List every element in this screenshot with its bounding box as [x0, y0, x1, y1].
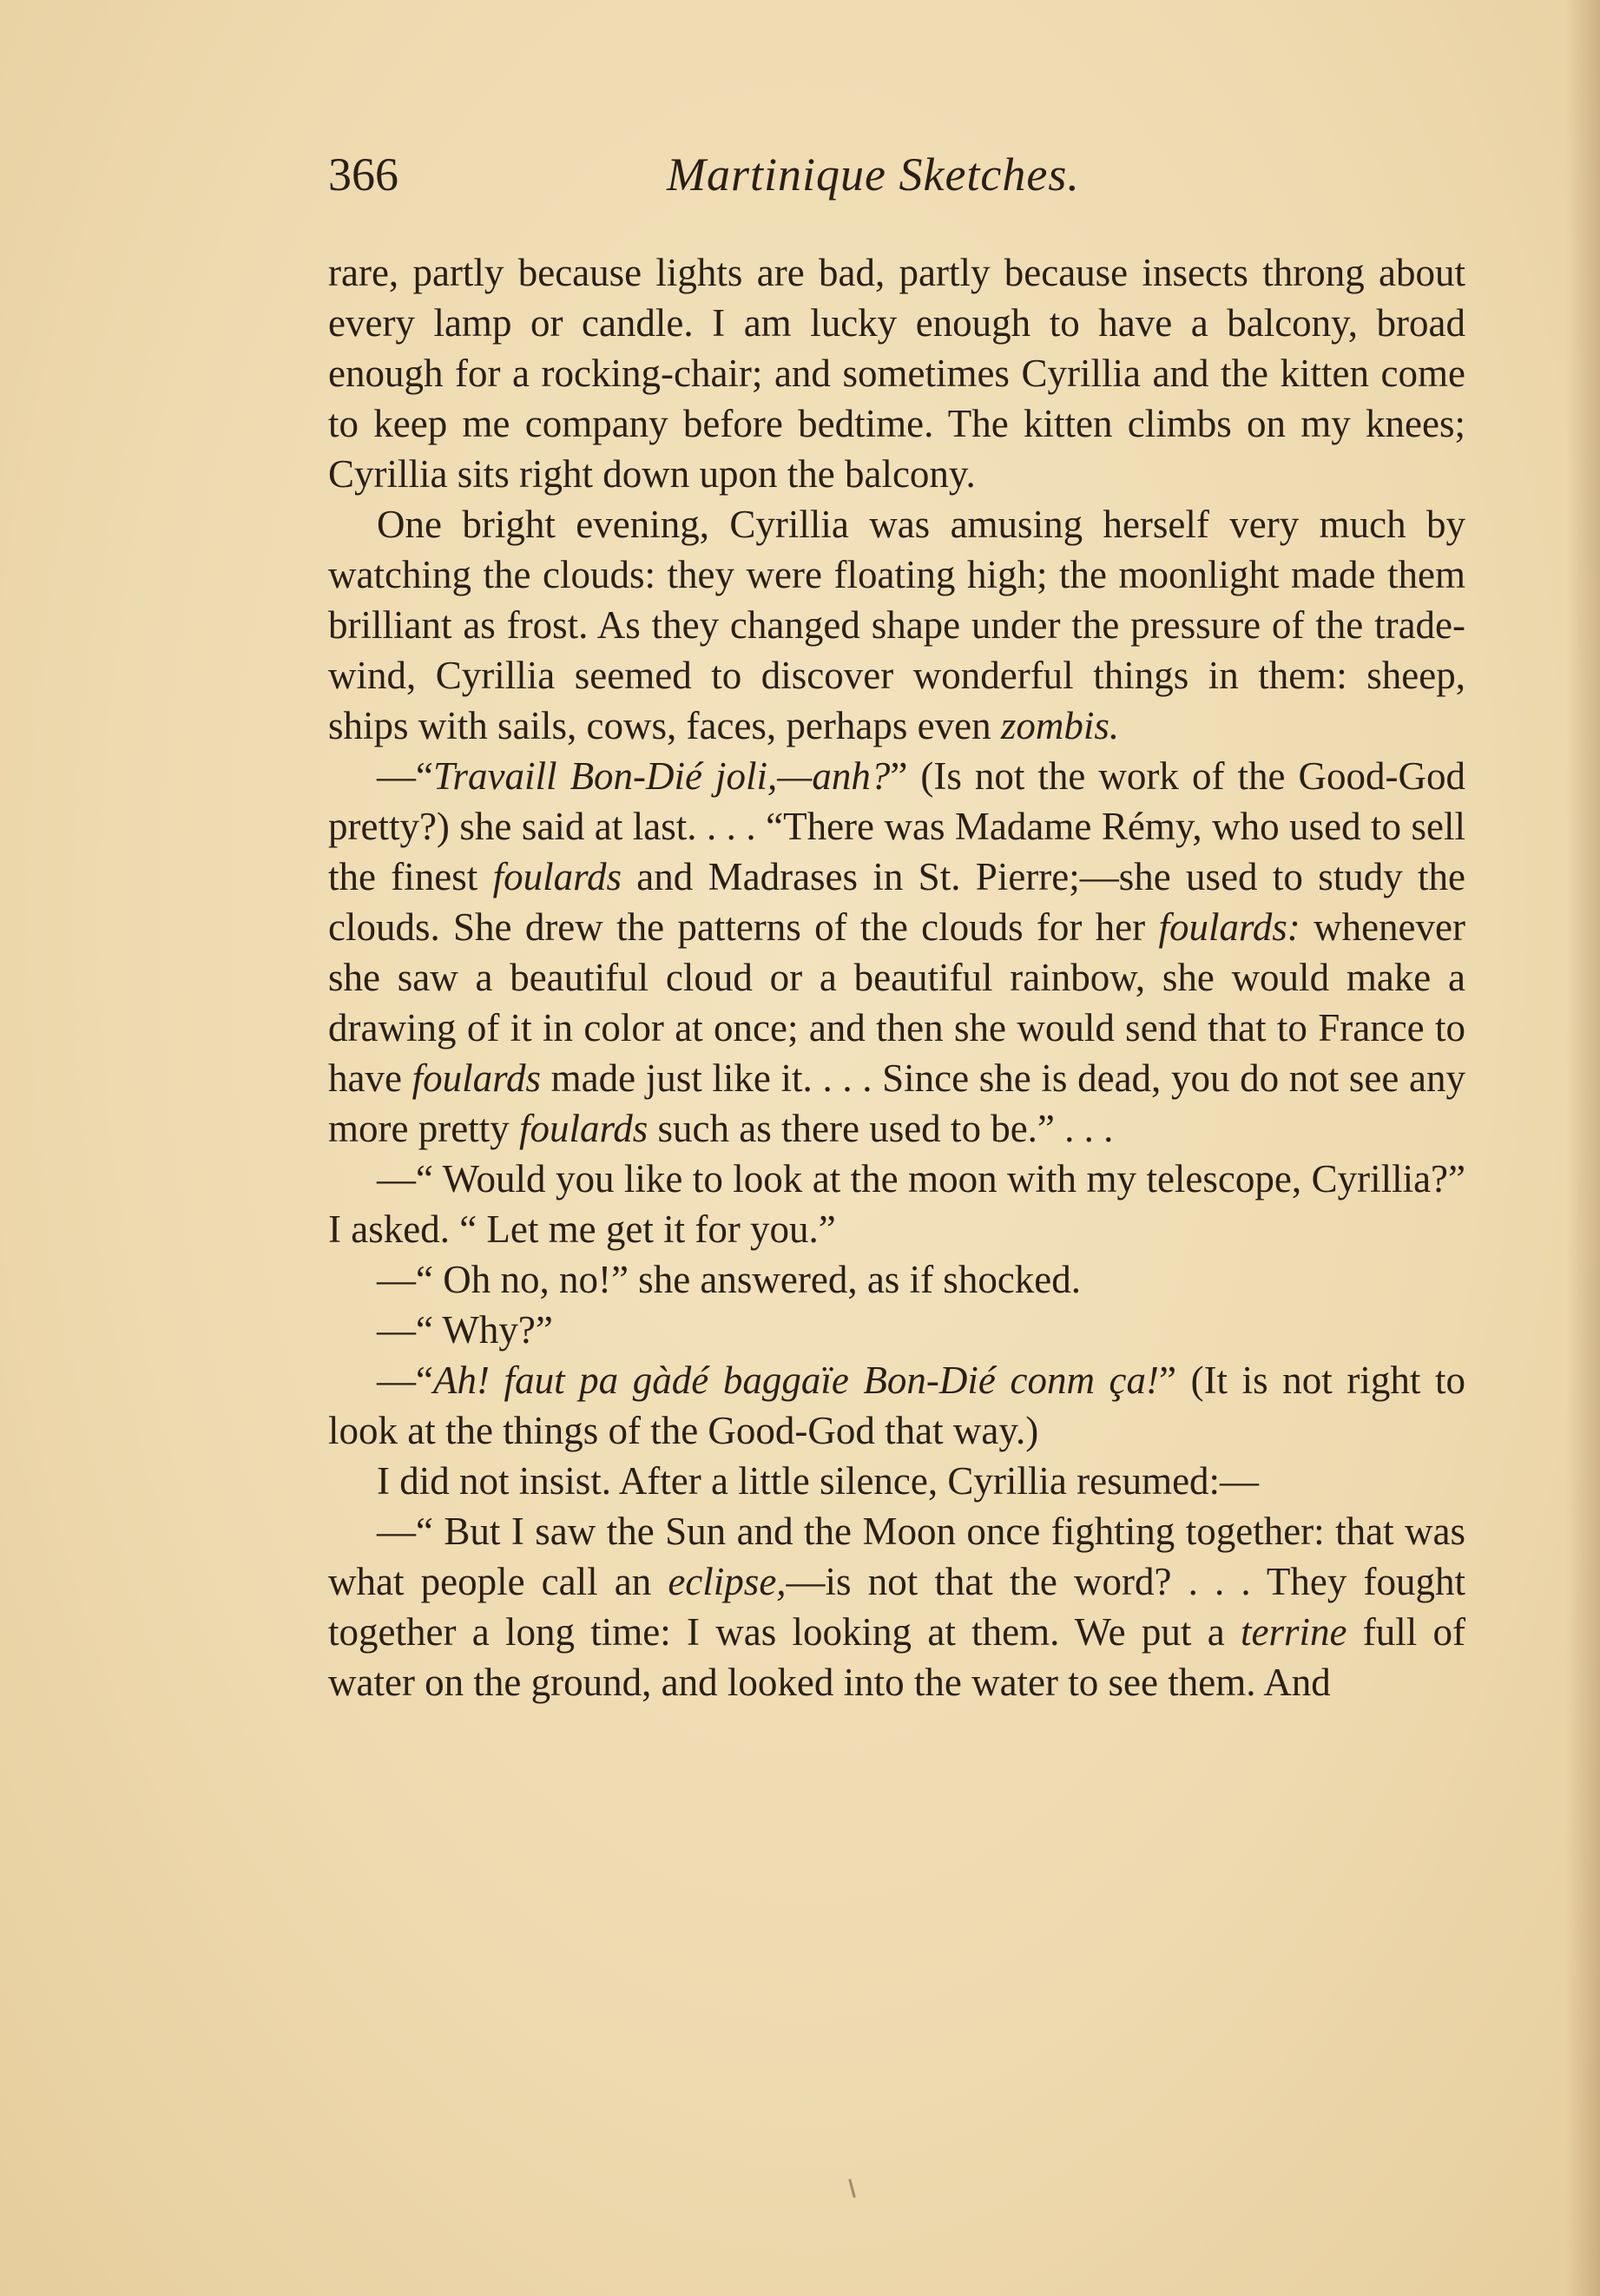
- italic-text: Travaill Bon-Dié joli,—anh?: [432, 754, 891, 798]
- italic-text: foulards: [492, 855, 622, 898]
- paragraph: [328, 1355, 1465, 1456]
- italic-text: zombis.: [1000, 704, 1120, 747]
- page-gutter-shadow: [1565, 0, 1600, 2296]
- running-title: Martinique Sketches.: [667, 148, 1080, 201]
- paragraph: [328, 1456, 1465, 1506]
- text-run: such as there used to be.” . . .: [648, 1107, 1114, 1150]
- italic-text: terrine: [1240, 1610, 1347, 1654]
- paragraph: [328, 1506, 1465, 1707]
- text-run: ” (It is not right to look at the things of the Good-God that way.): [328, 1359, 1465, 1452]
- text-run: —“: [377, 754, 433, 798]
- text-run: —is not that the word? . . . They fought together a long time: I was looking at them. We put a: [328, 1560, 1465, 1654]
- text-run: —“ Oh no, no!” she answered, as if shocked.: [377, 1258, 1082, 1301]
- text-run: made just like it. . . . Since she is dead, you do not see any more pretty: [328, 1056, 1465, 1150]
- text-run: —“ But I saw the Sun and the Moon once fighting together: that was what people call an: [328, 1510, 1465, 1603]
- body-text: [328, 247, 1465, 1707]
- italic-text: eclipse,: [668, 1560, 787, 1603]
- italic-text: foulards: [518, 1107, 649, 1150]
- text-run: and Madrases in St. Pierre;—she used to study the clouds. She drew the patterns of the clouds for her: [328, 855, 1466, 949]
- paragraph: [328, 247, 1465, 499]
- text-run: full of water on the ground, and looked into the water to see them. And: [328, 1610, 1465, 1704]
- text-run: —“: [377, 1359, 433, 1402]
- text-run: I did not insist. After a little silence, Cyrillia resumed:—: [377, 1459, 1260, 1503]
- text-run: —“ Would you like to look at the moon with my telescope, Cyrillia?” I asked. “ Let me get it for you.”: [328, 1157, 1465, 1251]
- page-header: [328, 148, 1465, 217]
- paragraph: [328, 499, 1465, 751]
- paragraph: [328, 1305, 1465, 1355]
- paragraph: [328, 1154, 1465, 1254]
- text-run: rare, partly because lights are bad, partly because insects throng about every lamp or candle. I am lucky enough to have a balcony, broad enough for a rocking-chair; and sometimes Cyrillia and the kitten come to keep me company before bedtime. The kitten climbs on my knees; Cyrillia sits right down upon the balcony.: [328, 251, 1465, 496]
- text-run: One bright evening, Cyrillia was amusing herself very much by watching the clouds: they were floating high; the moonlight made them brilliant as frost. As they changed shape under the pressure of the trade-wind, Cyrillia seemed to discover wonderful things in them: sheep, ships with sails, cows, faces, perhaps even: [328, 503, 1465, 747]
- text-run: ” (Is not the work of the Good-God pretty?) she said at last. . . . “There was Madame Rémy, who used to sell the finest: [328, 754, 1465, 898]
- italic-text: foulards:: [1158, 905, 1300, 949]
- paragraph: [328, 751, 1465, 1154]
- text-run: whenever she saw a beautiful cloud or a beautiful rainbow, she would make a drawing of it in color at once; and then she would send that to France to have: [328, 905, 1465, 1100]
- text-run: —“ Why?”: [377, 1308, 553, 1352]
- print-speck: [848, 2179, 856, 2198]
- italic-text: foulards: [412, 1056, 541, 1100]
- italic-text: Ah! faut pa gàdé baggaïe Bon-Dié conm ça!: [432, 1359, 1160, 1402]
- page-number: 366: [328, 148, 398, 201]
- paragraph: [328, 1254, 1465, 1305]
